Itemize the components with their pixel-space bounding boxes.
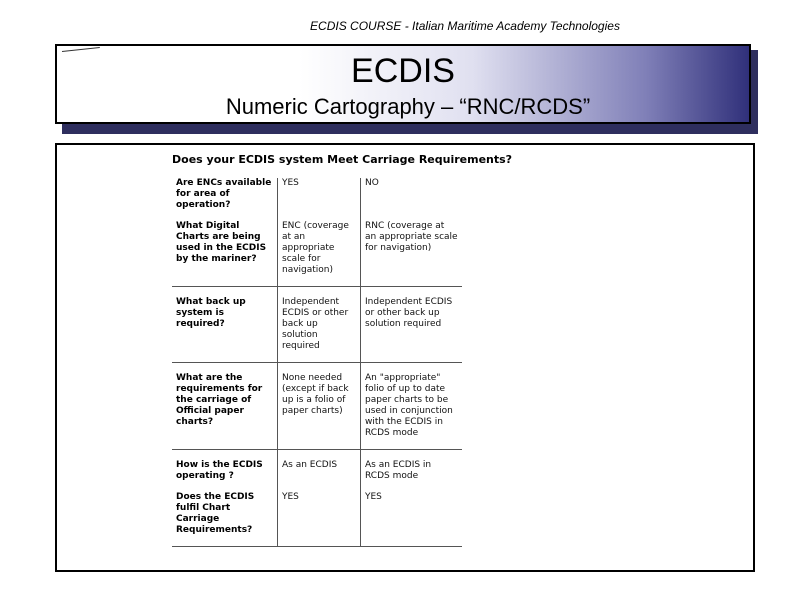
- question-cell: How is the ECDIS operating ?: [172, 450, 278, 493]
- title-banner: [55, 44, 751, 124]
- enc-answer-cell: ENC (coverage at an appropriate scale for navigation): [278, 221, 361, 287]
- question-cell: What Digital Charts are being used in the ECDIS by the mariner?: [176, 221, 267, 264]
- table-row: [172, 492, 462, 547]
- enc-answer-cell: Independent ECDIS or other back up solution required: [278, 287, 361, 363]
- course-header: ECDIS COURSE - Italian Maritime Academy Technologies: [310, 19, 620, 33]
- question-cell: What are the requirements for the carriage of Official paper charts?: [172, 363, 278, 450]
- table-row: [172, 287, 462, 363]
- content-frame: [55, 143, 755, 572]
- slide-title: ECDIS: [351, 52, 455, 90]
- enc-answer-cell: None needed (except if back up is a folio of paper charts): [278, 363, 361, 450]
- table-row: [172, 178, 462, 221]
- rnc-answer-cell: As an ECDIS in RCDS mode: [361, 450, 463, 493]
- enc-answer-cell: YES: [278, 492, 361, 547]
- table-title: Does your ECDIS system Meet Carriage Requirements?: [172, 153, 513, 166]
- table-row: [172, 450, 462, 493]
- question-cell: Are ENCs available for area of operation?: [176, 178, 272, 210]
- table-row: [172, 221, 462, 287]
- rnc-answer-cell: NO: [361, 178, 463, 221]
- rnc-answer-cell: RNC (coverage at an appropriate scale for navigation): [361, 221, 463, 287]
- carriage-requirements-table: [172, 178, 462, 547]
- table-row: [172, 363, 462, 450]
- slide-subtitle: Numeric Cartography – “RNC/RCDS”: [225, 94, 591, 119]
- rnc-answer-cell: Independent ECDIS or other back up solution required: [361, 287, 463, 363]
- question-cell: Does the ECDIS fulfil Chart Carriage Requirements?: [172, 492, 278, 547]
- rnc-answer-cell: YES: [361, 492, 463, 547]
- question-cell: What back up system is required?: [172, 287, 278, 363]
- enc-answer-cell: YES: [278, 178, 361, 221]
- rnc-answer-cell: An "appropriate" folio of up to date paper charts to be used in conjunction with the ECDIS in RCDS mode: [361, 363, 463, 450]
- enc-answer-cell: As an ECDIS: [278, 450, 361, 493]
